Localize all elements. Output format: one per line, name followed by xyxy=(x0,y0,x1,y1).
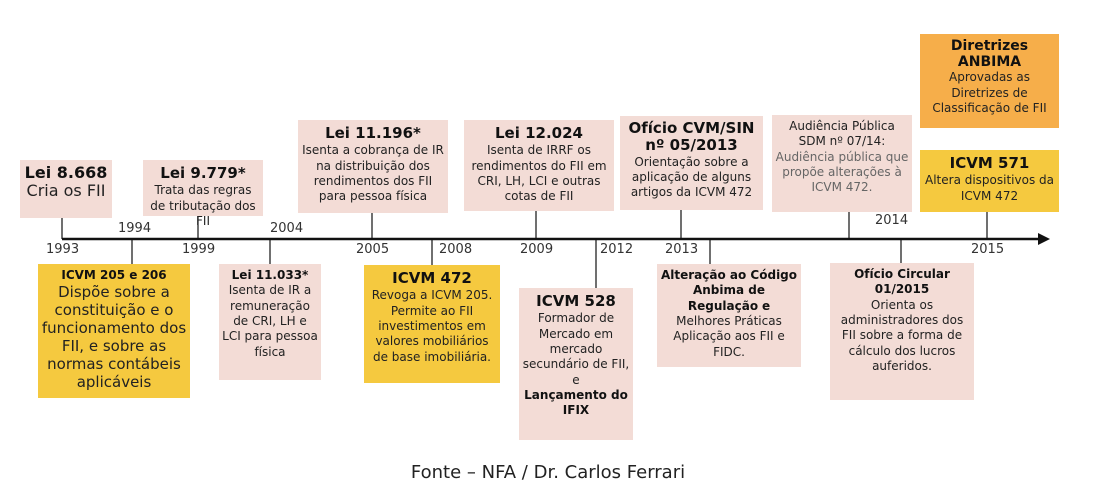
year-2014: 2014 xyxy=(875,213,909,228)
event-body: Orienta os administradores dos FII sobre a forma de cálculo dos lucros auferidos. xyxy=(840,297,964,374)
year-1993: 1993 xyxy=(46,242,80,257)
year-2015: 2015 xyxy=(971,242,1005,257)
event-title: ICVM 528 xyxy=(536,292,616,310)
event-title: Lei 8.668 xyxy=(24,163,108,182)
event-title: Lei 9.779* xyxy=(160,164,246,182)
event-body: Audiência pública que propõe alterações à ICVM 472. xyxy=(775,149,909,195)
event-body: Revoga a ICVM 205. Permite ao FII investimentos em valores mobiliários de base imobiliária. xyxy=(371,288,493,364)
event-oficio-circular-01-2015 xyxy=(830,263,974,400)
timeline-arrowhead xyxy=(1038,233,1050,245)
event-body: Dispõe sobre a constituição e o funcionamento dos FII, e sobre as normas contábeis aplicáveis xyxy=(41,283,187,392)
event-body: Altera dispositivos da ICVM 472 xyxy=(925,173,1054,203)
event-title: Diretrizes ANBIMA xyxy=(950,38,1029,71)
event-icvm-472 xyxy=(364,265,500,383)
event-body: Isenta a cobrança de IR na distribuição dos rendimentos dos FII para pessoa física xyxy=(302,143,444,204)
year-2008: 2008 xyxy=(439,242,473,257)
event-body: Isenta de IRRF os rendimentos do FII em CRI, LH, LCI e outras cotas de FII xyxy=(471,143,607,204)
event-title: ICVM 571 xyxy=(949,154,1030,172)
event-icvm-528 xyxy=(519,288,633,440)
event-lei-9779 xyxy=(143,160,263,228)
event-title: Lei 12.024 xyxy=(495,124,583,142)
year-1994: 1994 xyxy=(118,221,152,236)
event-title: Audiência Pública SDM nº 07/14: xyxy=(789,119,895,149)
event-title: Ofício CVM/SIN nº 05/2013 xyxy=(628,119,755,155)
year-2013: 2013 xyxy=(665,242,699,257)
event-oficio-05-2013 xyxy=(620,116,763,210)
event-title-secondary: Lançamento do IFIX xyxy=(524,387,628,418)
event-audiencia-publica xyxy=(772,115,912,212)
year-1999: 1999 xyxy=(182,242,216,257)
event-diretrizes-anbima xyxy=(920,34,1059,128)
event-title: Lei 11.196* xyxy=(325,124,421,142)
year-2012: 2012 xyxy=(600,242,634,257)
event-body: Orientação sobre a aplicação de alguns artigos da ICVM 472 xyxy=(630,154,753,200)
event-icvm-571 xyxy=(920,150,1059,212)
event-body: Isenta de IR a remuneração de CRI, LH e LCI para pessoa física xyxy=(222,283,318,359)
event-title: ICVM 472 xyxy=(392,269,472,287)
event-title: Lei 11.033* xyxy=(231,268,309,282)
event-title: Ofício Circular 01/2015 xyxy=(854,267,950,297)
year-2004: 2004 xyxy=(270,221,304,236)
event-body: Trata das regras de tributação dos FII xyxy=(150,183,256,228)
event-body: Formador de Mercado em mercado secundário de FII, e xyxy=(522,311,630,387)
event-body: Melhores Práticas Aplicação aos FII e FIDC. xyxy=(673,314,785,359)
year-2005: 2005 xyxy=(356,242,390,257)
event-lei-11196 xyxy=(298,120,448,213)
event-body: Cria os FII xyxy=(26,180,106,200)
event-lei-12024 xyxy=(464,120,614,211)
event-title: ICVM 205 e 206 xyxy=(61,268,167,282)
event-body: Aprovadas as Diretrizes de Classificação de FII xyxy=(932,70,1047,115)
event-icvm-205-206 xyxy=(38,264,190,398)
event-title: Alteração ao Código Anbima de Regulação xyxy=(660,268,798,313)
event-lei-11033 xyxy=(219,264,321,380)
event-title-tail: e xyxy=(761,298,771,313)
event-lei-8668 xyxy=(20,160,112,218)
year-2009: 2009 xyxy=(520,242,554,257)
source-caption: Fonte – NFA / Dr. Carlos Ferrari xyxy=(410,462,686,483)
event-alteracao-codigo-anbima xyxy=(657,264,801,367)
